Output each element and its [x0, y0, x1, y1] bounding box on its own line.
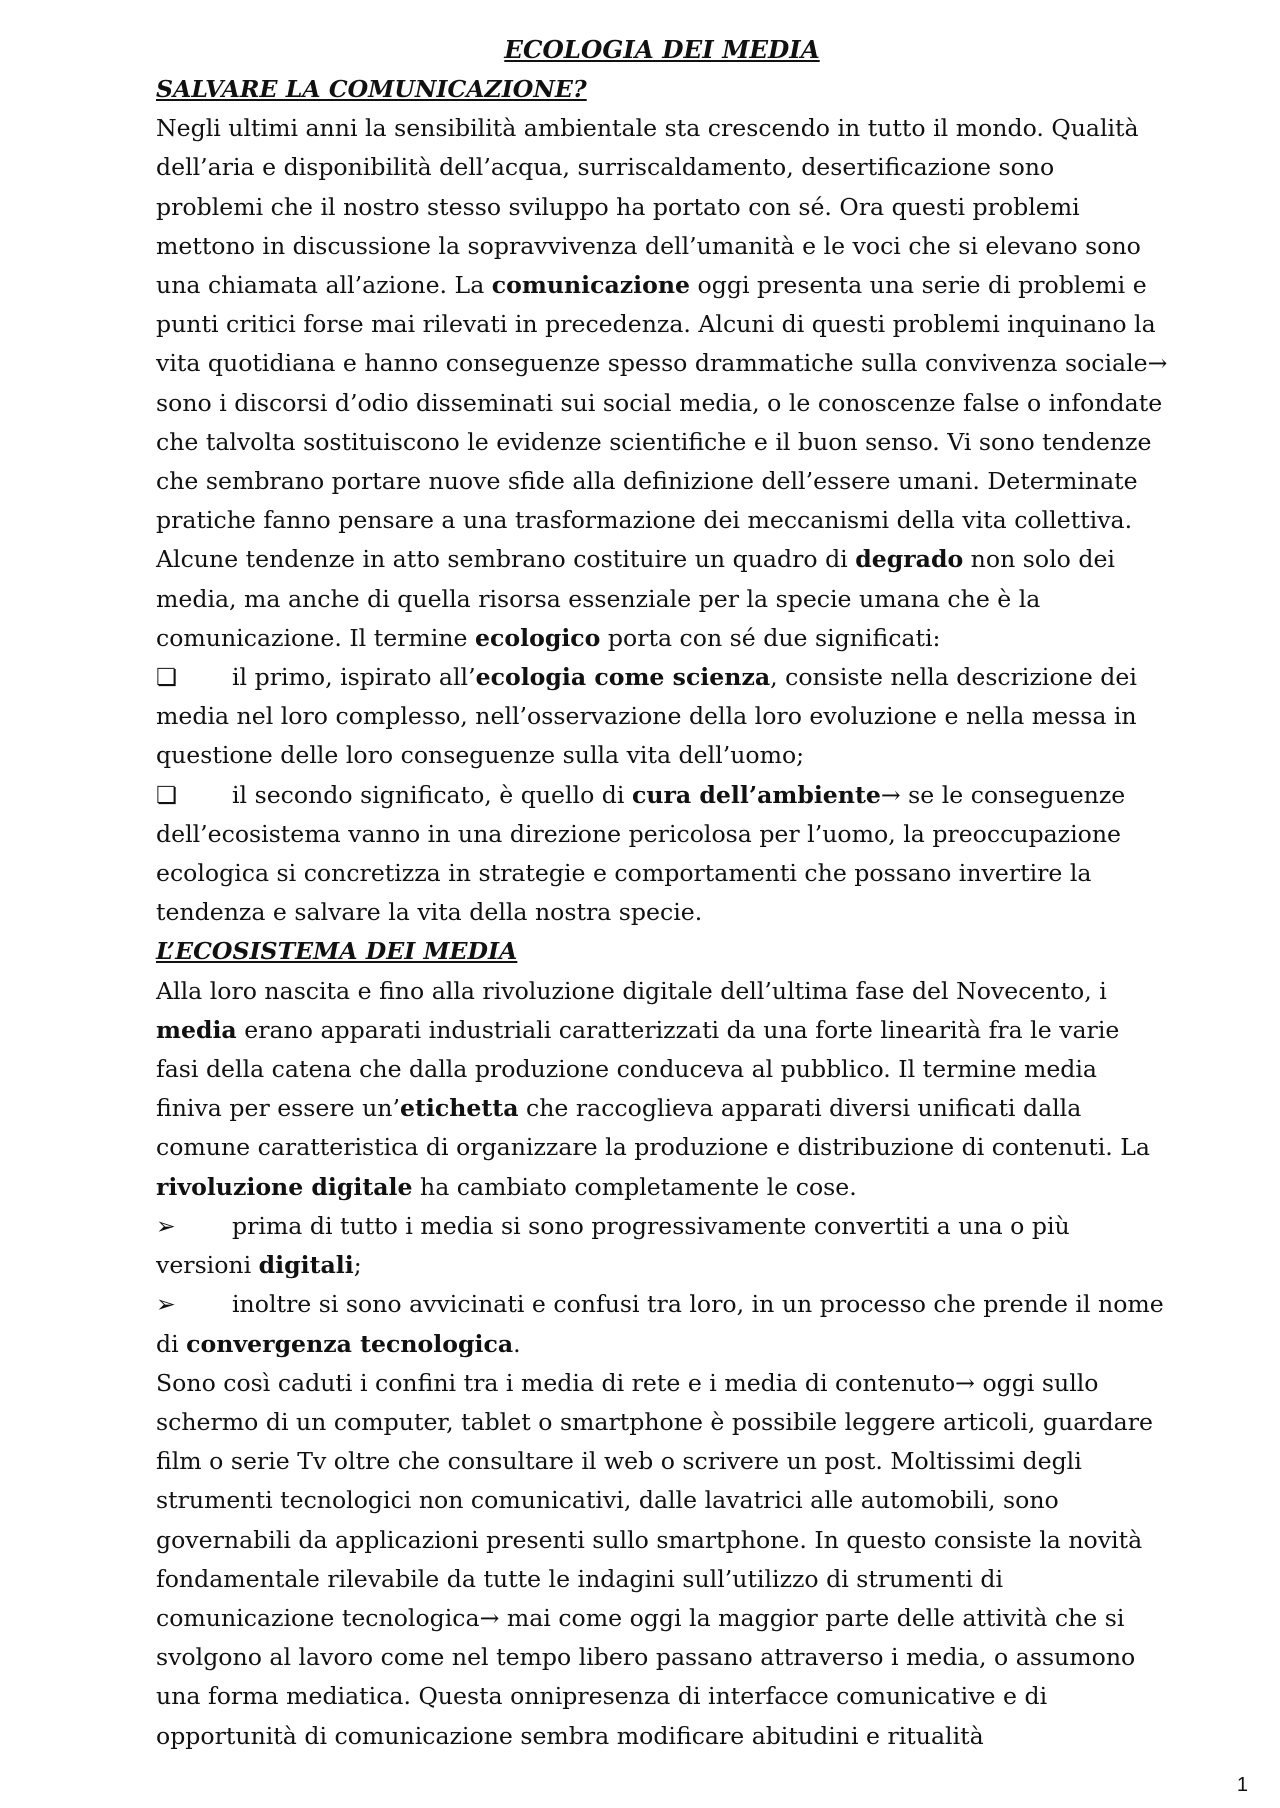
- bold-term: ecologia come scienza: [475, 663, 771, 692]
- arrow-bullet-icon: ➢: [156, 1290, 176, 1319]
- checkbox-bullet-icon: ❏: [156, 780, 178, 809]
- bold-term: comunicazione: [491, 271, 691, 300]
- document-page: [156, 30, 1168, 1756]
- page-number: 1: [1236, 1774, 1248, 1796]
- section-heading-salvare: SALVARE LA COMUNICAZIONE?: [156, 75, 587, 103]
- bold-term: rivoluzione digitale: [156, 1172, 413, 1201]
- checkbox-bullet-icon: ❏: [156, 663, 178, 692]
- bold-term: convergenza tecnologica: [186, 1329, 514, 1358]
- bold-term: digitali: [258, 1251, 354, 1280]
- bold-term: cura dell’ambiente: [631, 780, 881, 809]
- paragraph-convergenza: Sono così caduti i confini tra i media di rete e i media di contenuto→ oggi sullo schermo di un computer, tablet o smartphone è possibile leggere articoli, guardare film o serie Tv oltre che consultare il web o scrivere un post. Moltissimi degli strumenti tecnologici non comunicativi, dalle lavatrici alle automobili, sono governabili da applicazioni presenti sullo smartphone. In questo consiste la novità fondamentale rilevabile da tutte le indagini sull’utilizzo di strumenti di comunicazione tecnologica→ mai come oggi la maggior parte delle attività che si svolgono al lavoro come nel tempo libero passano attraverso i media, o assumono una forma mediatica. Questa onnipresenza di interfacce comunicative e di opportunità di comunicazione sembra modificare abitudini e ritualità: [156, 1368, 1153, 1750]
- list-item: ➢ prima di tutto i media si sono progressivamente convertiti a una o più versioni digitali;: [156, 1207, 1168, 1285]
- bold-term: ecologico: [475, 623, 601, 652]
- paragraph-intro: Negli ultimi anni la sensibilità ambientale sta crescendo in tutto il mondo. Qualità dell’aria e disponibilità dell’acqua, surriscaldamento, desertificazione sono problemi che il nostro stesso sviluppo ha portato con sé. Ora questi problemi mettono in discussione la sopravvivenza dell’umanità e le voci che si elevano sono una chiamata all’azione. La comunicazione oggi presenta una serie di problemi e punti critici forse mai rilevati in precedenza. Alcuni di questi problemi inquinano la vita quotidiana e hanno conseguenze spesso drammatiche sulla convivenza sociale→ sono i discorsi d’odio disseminati sui social media, o le conoscenze false o infondate che talvolta sostituiscono le evidenze scientifiche e il buon senso. Vi sono tendenze che sembrano portare nuove sfide alla definizione dell’essere umani. Determinate pratiche fanno pensare a una trasformazione dei meccanismi della vita collettiva. Alcune tendenze in atto sembrano costituire un quadro di degrado non solo dei media, ma anche di quella risorsa essenziale per la specie umana che è la comunicazione. Il termine ecologico porta con sé due significati:: [156, 114, 1168, 652]
- bold-term: degrado: [855, 545, 964, 574]
- arrow-bullet-icon: ➢: [156, 1211, 176, 1240]
- document-title: ECOLOGIA DEI MEDIA: [504, 35, 820, 64]
- section-heading-ecosistema: L’ECOSISTEMA DEI MEDIA: [156, 937, 518, 966]
- list-item: ❏ il primo, ispirato all’ecologia come scienza, consiste nella descrizione dei media nel loro complesso, nell’osservazione della loro evoluzione e nella messa in questione delle loro conseguenze sulla vita dell’uomo;: [156, 658, 1168, 776]
- list-item: ❏ il secondo significato, è quello di cura dell’ambiente→ se le conseguenze dell’ecosistema vanno in una direzione pericolosa per l’uomo, la preoccupazione ecologica si concretizza in strategie e comportamenti che possano invertire la tendenza e salvare la vita della nostra specie.: [156, 776, 1168, 933]
- list-item: ➢ inoltre si sono avvicinati e confusi tra loro, in un processo che prende il nome di convergenza tecnologica.: [156, 1285, 1168, 1363]
- paragraph-ecosistema: Alla loro nascita e fino alla rivoluzione digitale dell’ultima fase del Novecento, i media erano apparati industriali caratterizzati da una forte linearità fra le varie fasi della catena che dalla produzione conduceva al pubblico. Il termine media finiva per essere un’etichetta che raccoglieva apparati diversi unificati dalla comune caratteristica di organizzare la produzione e distribuzione di contenuti. La rivoluzione digitale ha cambiato completamente le cose.: [156, 976, 1151, 1201]
- bold-term: etichetta: [400, 1094, 519, 1123]
- bold-term: media: [156, 1015, 237, 1044]
